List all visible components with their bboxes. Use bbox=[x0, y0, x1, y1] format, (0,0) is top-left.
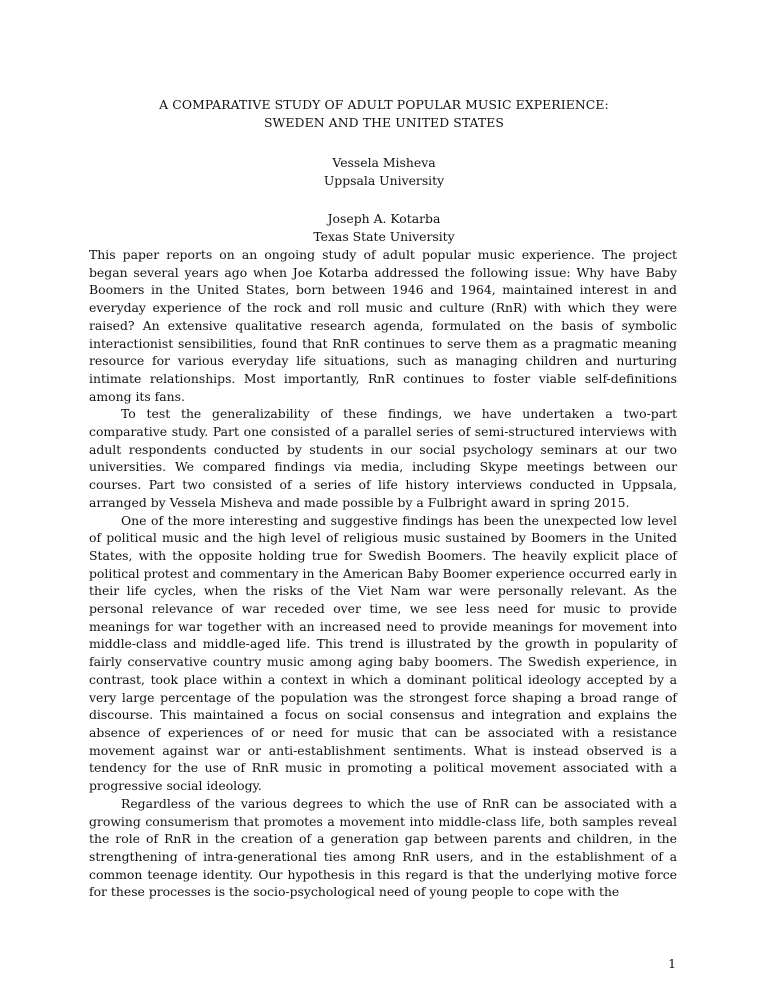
title-line-2: SWEDEN AND THE UNITED STATES bbox=[263, 115, 505, 130]
paragraph-4: Regardless of the various degrees to which the use of RnR can be associated with a growing consumerism that promotes a movement into middle-class life, both samples reveal the role of RnR in the creation of a generation gap between parents and children, in the strengthening of intra-generational ties among RnR users, and in the establishment of a common teenage identity. Our hypothesis in this regard is that the underlying motive force for these processes is the socio-psychological need of young people to cope with the bbox=[89, 795, 677, 900]
paragraph-2: To test the generalizability of these findings, we have undertaken a two-part comparative study. Part one consisted of a parallel series of semi-structured interviews with adult respondents conducted by students in our social psychology seminars at our two universities. We compared findings via media, including Skype meetings between our courses. Part two consisted of a series of life history interviews conducted in Uppsala, arranged by Vessela Misheva and made possible by a Fulbright award in spring 2015. bbox=[89, 406, 677, 510]
paragraph-1: This paper reports on an ongoing study of adult popular music experience. The project began several years ago when Joe Kotarba addressed the following issue: Why have Baby Boomers in the United States, born between 1946 and 1964, maintained interest in and everyday experience of the rock and roll music and culture (RnR) with which they were raised? An extensive qualitative research agenda, formulated on the basis of symbolic interactionist sensibilities, found that RnR continues to serve them as a pragmatic meaning resource for various everyday life situations, such as managing children and nurturing intimate relationships. Most importantly, RnR continues to foster viable self-definitions among its fans. bbox=[89, 247, 677, 404]
author-affiliation: Uppsala University bbox=[323, 173, 445, 188]
author-affiliation: Texas State University bbox=[313, 229, 455, 244]
author-name: Vessela Misheva bbox=[332, 155, 436, 170]
body-text bbox=[89, 246, 677, 901]
author-block-1 bbox=[0, 154, 768, 190]
title-line-1: A COMPARATIVE STUDY OF ADULT POPULAR MUSIC EXPERIENCE: bbox=[159, 97, 609, 112]
author-block-2 bbox=[0, 210, 768, 246]
paper-title bbox=[0, 96, 768, 132]
page-number: 1 bbox=[668, 956, 676, 971]
paragraph-3: One of the more interesting and suggestive findings has been the unexpected low level of political music and the high level of religious music sustained by Boomers in the United States, with the opposite holding true for Swedish Boomers. The heavily explicit place of political protest and commentary in the American Baby Boomer experience occurred early in their life cycles, when the risks of the Viet Nam war were personally relevant. As the personal relevance of war receded over time, we see less need for music to provide meanings for war together with an increased need to provide meanings for movement into middle-class and middle-aged life. This trend is illustrated by the growth in popularity of fairly conservative country music among aging baby boomers. The Swedish experience, in contrast, took place within a context in which a dominant political ideology accepted by a very large percentage of the population was the strongest force shaping a broad range of discourse. This maintained a focus on social consensus and integration and explains the absence of experiences of or need for music that can be associated with a resistance movement against war or anti-establishment sentiments. What is instead observed is a tendency for the use of RnR music in promoting a political movement associated with a progressive social ideology. bbox=[89, 512, 677, 794]
author-name: Joseph A. Kotarba bbox=[327, 211, 441, 226]
